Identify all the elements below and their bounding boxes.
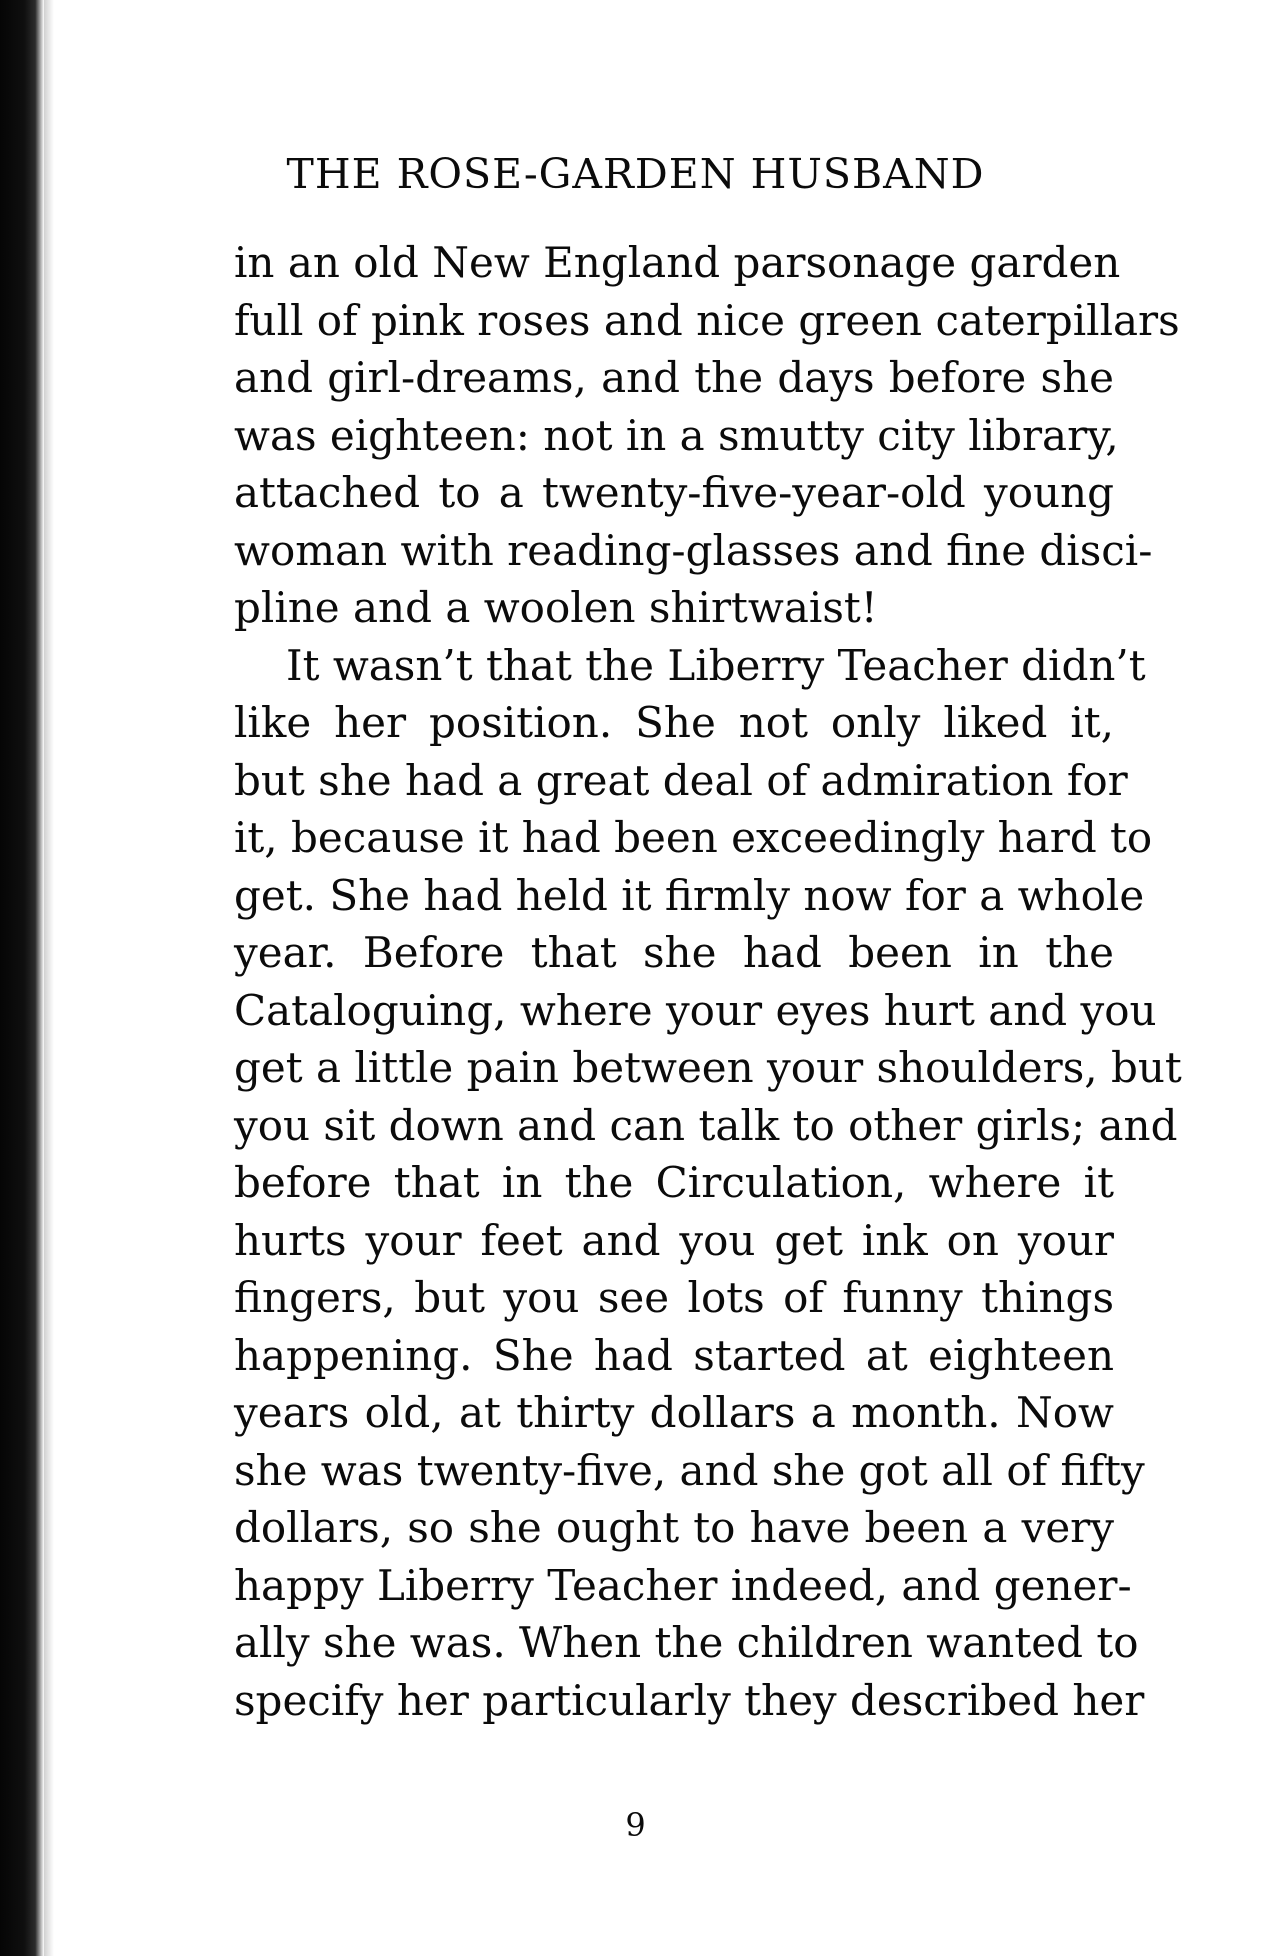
- text-line: like her position. She not only liked it,: [234, 698, 1114, 747]
- text-line: it, because it had been exceedingly hard to: [234, 813, 1153, 862]
- text-line: get a little pain between your shoulders, but: [234, 1043, 1182, 1092]
- text-line: specify her particularly they described her: [234, 1675, 1145, 1725]
- text-line: in an old New England parsonage garden: [234, 238, 1121, 287]
- text-line: get. She had held it firmly now for a whole: [234, 870, 1145, 920]
- page-number: 9: [625, 1806, 646, 1844]
- text-line: but she had a great deal of admiration for: [234, 755, 1128, 805]
- text-line: pline and a woolen shirtwaist!: [234, 583, 878, 632]
- text-line: Cataloguing, where your eyes hurt and you: [234, 985, 1157, 1035]
- paragraph-1: [234, 234, 1180, 637]
- text-line: you sit down and can talk to other girls; and: [234, 1100, 1178, 1150]
- text-line: was eighteen: not in a smutty city library,: [234, 410, 1119, 460]
- text-line: fingers, but you see lots of funny things: [234, 1273, 1114, 1322]
- text-line: year. Before that she had been in the: [234, 928, 1114, 977]
- body-text: [234, 234, 1182, 1729]
- text-line: full of pink roses and nice green caterpillars: [234, 295, 1180, 345]
- text-line: ally she was. When the children wanted to: [234, 1618, 1139, 1667]
- paragraph-2: [234, 637, 1182, 1730]
- text-line: hurts your feet and you get ink on your: [234, 1215, 1114, 1265]
- text-line: and girl-dreams, and the days before she: [234, 353, 1114, 402]
- text-line: dollars, so she ought to have been a very: [234, 1503, 1114, 1552]
- text-line: happening. She had started at eighteen: [234, 1330, 1114, 1380]
- running-head: THE ROSE-GARDEN HUSBAND: [286, 150, 985, 198]
- text-line: It wasn’t that the Liberry Teacher didn’t: [286, 640, 1146, 690]
- text-line: years old, at thirty dollars a month. Now: [234, 1388, 1114, 1437]
- text-line: she was twenty-five, and she got all of fifty: [234, 1445, 1145, 1495]
- text-line: attached to a twenty-five-year-old young: [234, 468, 1114, 517]
- text-line: happy Liberry Teacher indeed, and gener-: [234, 1560, 1132, 1610]
- text-line: woman with reading-glasses and fine disci-: [234, 525, 1153, 575]
- page-binding-edge: [0, 0, 44, 1956]
- text-line: before that in the Circulation, where it: [234, 1158, 1114, 1207]
